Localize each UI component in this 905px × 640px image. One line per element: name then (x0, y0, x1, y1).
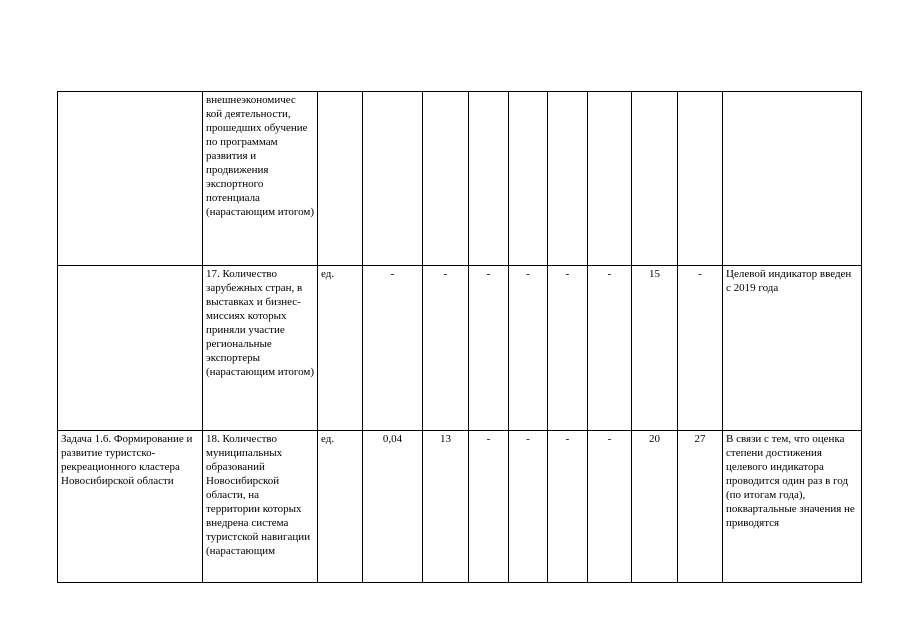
table-row (58, 92, 862, 266)
value-cell: - (469, 266, 509, 431)
value-cell: 15 (632, 266, 678, 431)
unit-cell: ед. (318, 266, 363, 431)
value-cell: 27 (678, 431, 723, 583)
unit-cell: ед. (318, 431, 363, 583)
value-cell (632, 92, 678, 266)
task-cell: Задача 1.6. Формирование и развитие туристско-рекреационного кластера Новосибирской области (58, 431, 203, 583)
table-row (58, 266, 862, 431)
value-cell (469, 92, 509, 266)
task-cell (58, 266, 203, 431)
value-cell (678, 92, 723, 266)
indicator-cell: 18. Количество муниципальных образований Новосибирской области, на территории которых внедрена система туристской навигации (нарастающим (203, 431, 318, 583)
value-cell: - (588, 266, 632, 431)
value-cell (548, 92, 588, 266)
value-cell (423, 92, 469, 266)
indicator-cell: 17. Количество зарубежных стран, в выставках и бизнес-миссиях которых приняли участие региональные экспортеры (нарастающим итогом) (203, 266, 318, 431)
value-cell: - (548, 431, 588, 583)
value-cell: 13 (423, 431, 469, 583)
value-cell: 0,04 (363, 431, 423, 583)
value-cell (588, 92, 632, 266)
value-cell: - (548, 266, 588, 431)
value-cell: - (423, 266, 469, 431)
indicators-table (57, 91, 862, 583)
value-cell: - (509, 266, 548, 431)
value-cell: 20 (632, 431, 678, 583)
value-cell (363, 92, 423, 266)
value-cell: - (469, 431, 509, 583)
value-cell: - (363, 266, 423, 431)
note-cell (723, 92, 862, 266)
unit-cell (318, 92, 363, 266)
value-cell: - (509, 431, 548, 583)
task-cell (58, 92, 203, 266)
note-cell: Целевой индикатор введен с 2019 года (723, 266, 862, 431)
value-cell: - (588, 431, 632, 583)
value-cell (509, 92, 548, 266)
note-cell: В связи с тем, что оценка степени достижения целевого индикатора проводится один раз в год (по итогам года), поквартальные значения не приводятся (723, 431, 862, 583)
value-cell: - (678, 266, 723, 431)
table-row (58, 431, 862, 583)
indicator-cell: внешнеэкономичес кой деятельности, прошедших обучение по программам развития и продвижения экспортного потенциала (нарастающим итогом) (203, 92, 318, 266)
